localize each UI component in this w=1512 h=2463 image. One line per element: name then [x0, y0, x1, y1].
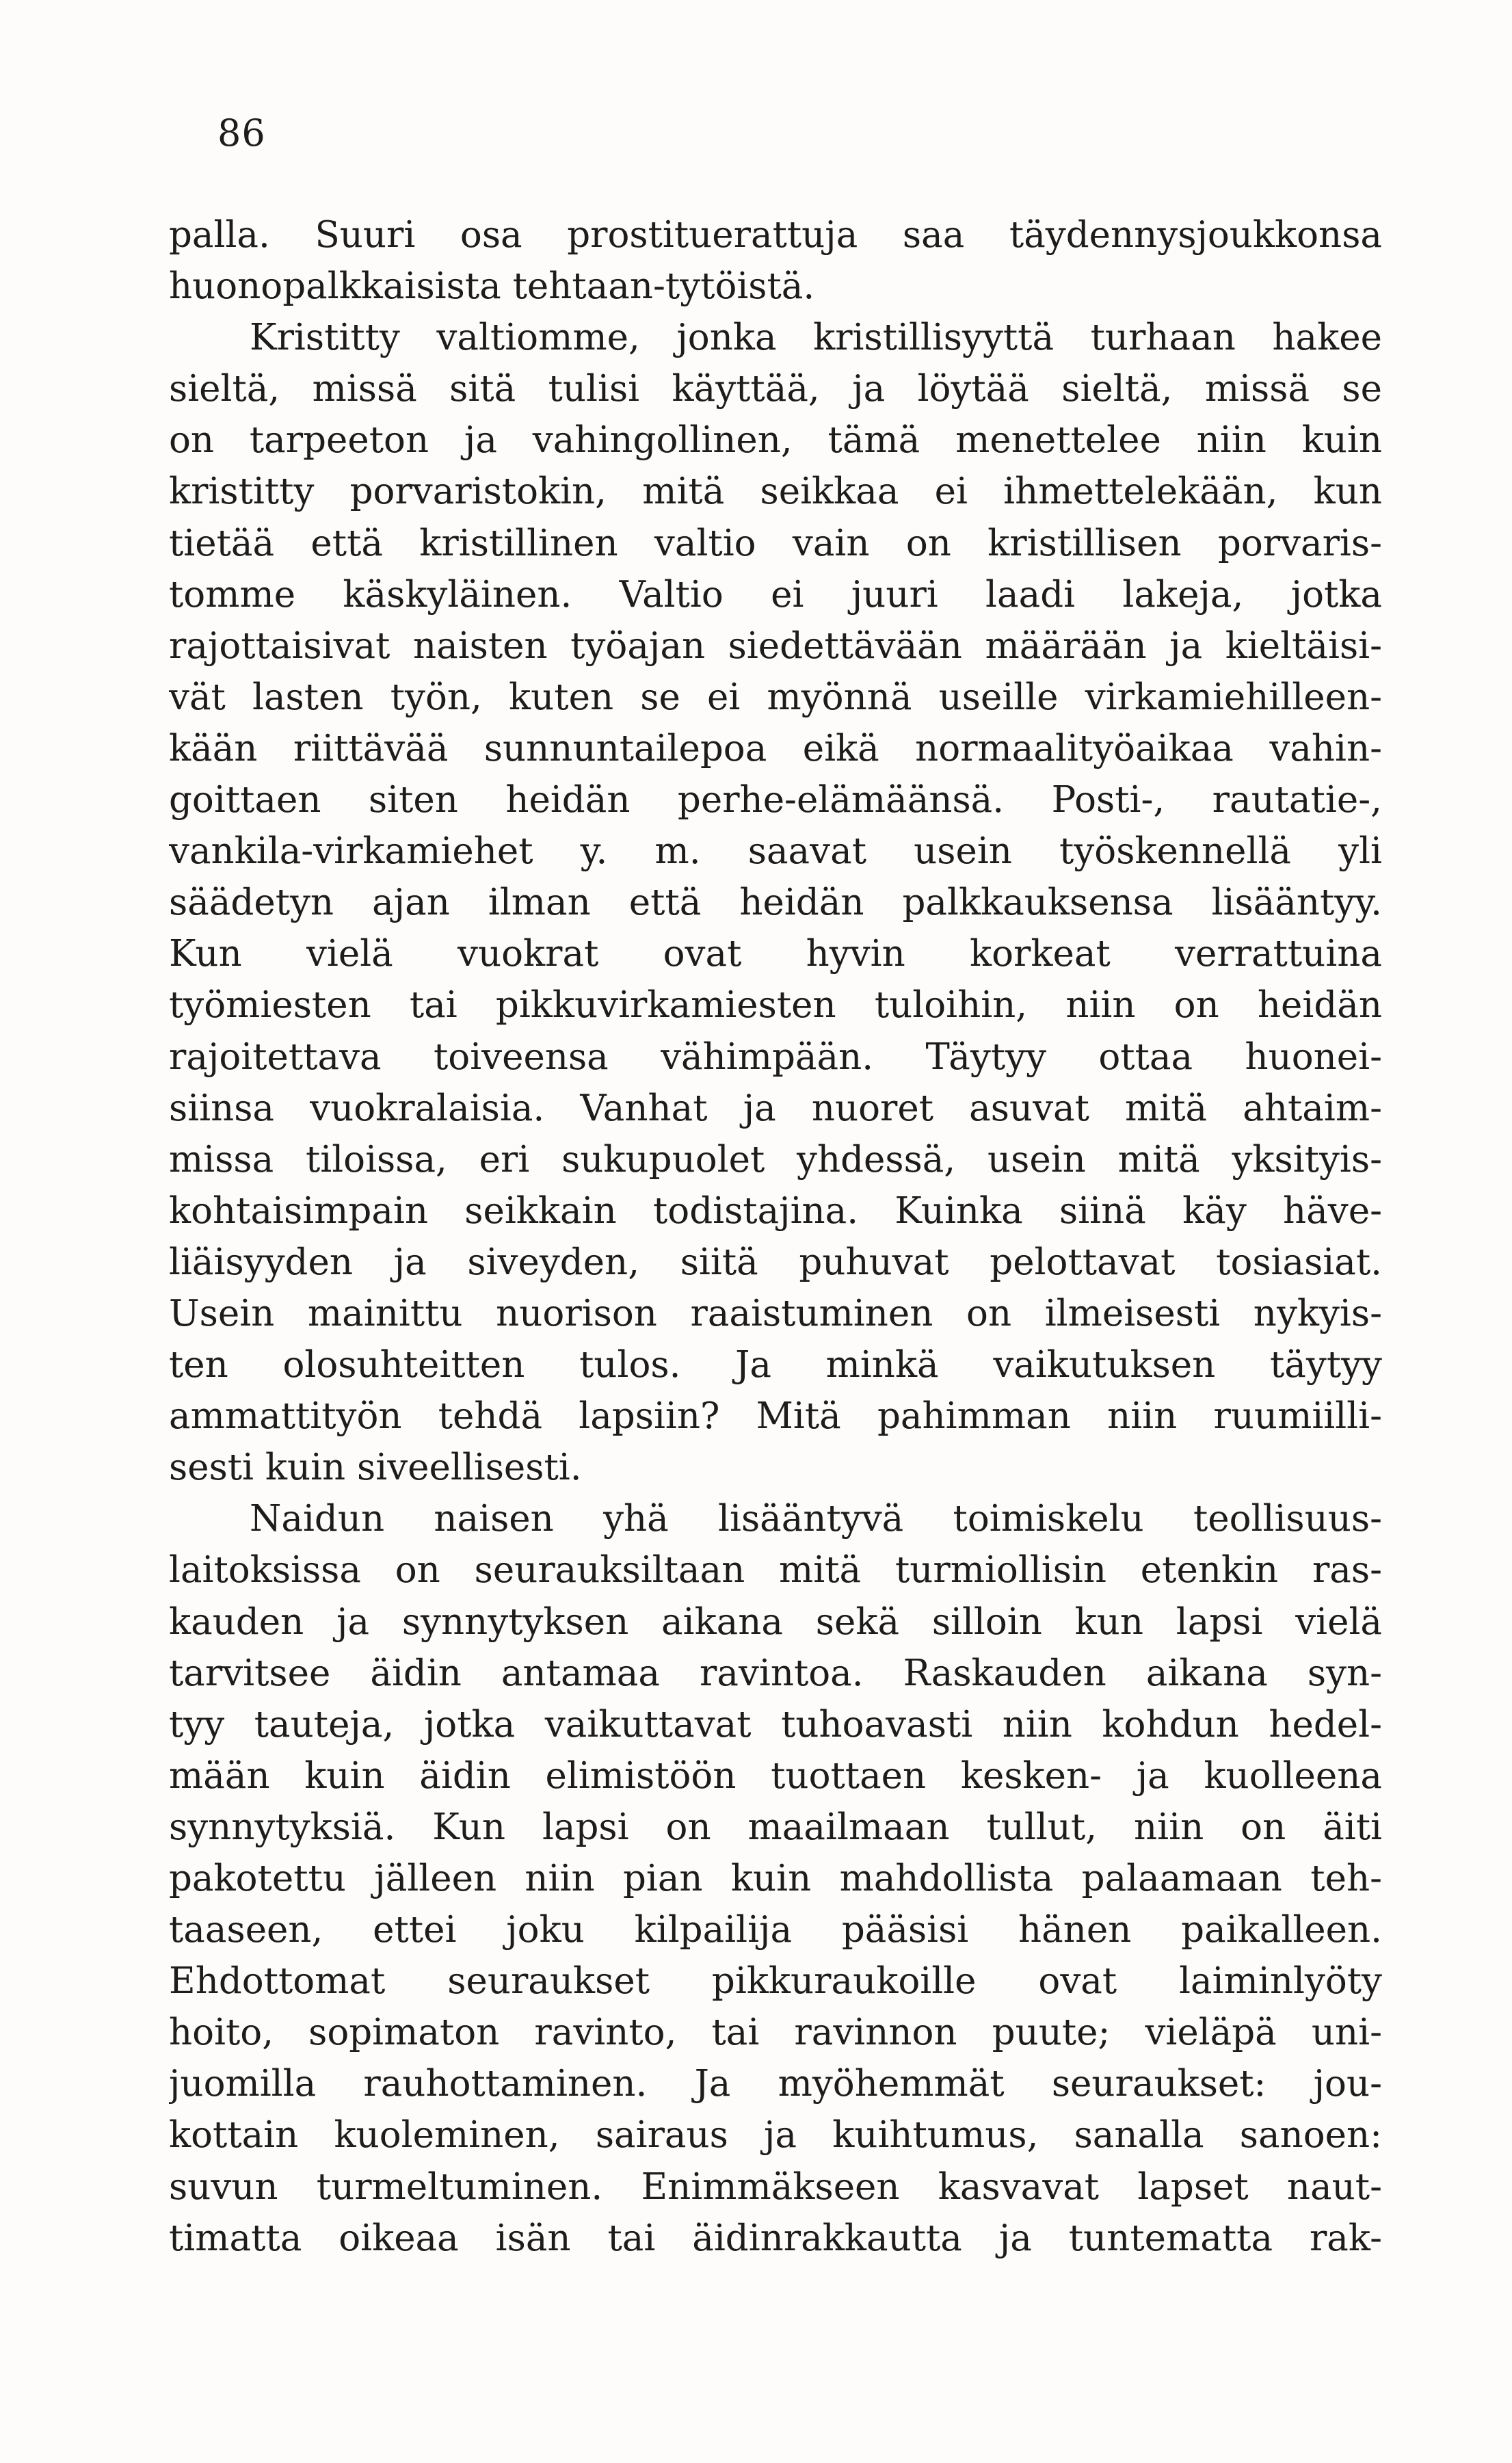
paragraph-start-line: Kristitty valtiomme, jonka kristillisyyttä turhaan hakee — [250, 317, 1382, 359]
text-line: Kun vielä vuokrat ovat hyvin korkeat verrattuina — [169, 933, 1382, 975]
text-line: mään kuin äidin elimistöön tuottaen kesken- ja kuolleena — [169, 1754, 1382, 1797]
text-line: palla. Suuri osa prostituerattuja saa täydennysjoukkonsa — [169, 214, 1382, 256]
text-line: pakotettu jälleen niin pian kuin mahdollista palaamaan teh- — [169, 1858, 1382, 1899]
text-line: kään riittävää sunnuntailepoa eikä normaalityöaikaa vahin- — [169, 727, 1382, 769]
text-line: on tarpeeton ja vahingollinen, tämä menettelee niin kuin — [169, 419, 1382, 462]
text-line: vät lasten työn, kuten se ei myönnä useille virkamiehilleen- — [169, 676, 1382, 718]
text-line: missa tiloissa, eri sukupuolet yhdessä, usein mitä yksityis- — [169, 1138, 1382, 1181]
text-line: sesti kuin siveellisesti. — [169, 1447, 582, 1489]
text-line: kristitty porvaristokin, mitä seikkaa ei ihmettelekään, kun — [169, 471, 1382, 513]
text-line: huonopalkkaisista tehtaan-tytöistä. — [169, 265, 815, 308]
text-line: kauden ja synnytyksen aikana sekä silloin kun lapsi vielä — [169, 1601, 1382, 1643]
text-line: vankila-virkamiehet y. m. saavat usein työskennellä yli — [169, 830, 1382, 873]
text-line: suvun turmeltuminen. Enimmäkseen kasvavat lapset naut- — [169, 2165, 1382, 2208]
text-line: tomme käskyläinen. Valtio ei juuri laadi lakeja, jotka — [169, 573, 1382, 616]
text-line: rajottaisivat naisten työajan siedettävään määrään ja kieltäisi- — [169, 624, 1382, 667]
text-line: tyy tauteja, jotka vaikuttavat tuhoavasti niin kohdun hedel- — [169, 1703, 1382, 1746]
paragraph-start-line: Naidun naisen yhä lisääntyvä toimiskelu teollisuus- — [250, 1498, 1382, 1540]
text-line: hoito, sopimaton ravinto, tai ravinnon puute; vieläpä uni- — [169, 2012, 1382, 2054]
text-line: Ehdottomat seuraukset pikkuraukoille ovat laiminlyöty — [169, 1960, 1382, 2003]
text-line: kottain kuoleminen, sairaus ja kuihtumus, sanalla sanoen: — [169, 2114, 1382, 2157]
text-line: rajoitettava toiveensa vähimpään. Täytyy ottaa huonei- — [169, 1036, 1382, 1078]
text-line: Usein mainittu nuorison raaistuminen on ilmeisesti nykyis- — [169, 1292, 1382, 1334]
text-line: tietää että kristillinen valtio vain on kristillisen porvaris- — [169, 522, 1382, 564]
text-line: juomilla rauhottaminen. Ja myöhemmät seuraukset: jou- — [169, 2063, 1382, 2105]
text-line: kohtaisimpain seikkain todistajina. Kuinka siinä käy häve- — [169, 1189, 1382, 1232]
text-line: laitoksissa on seurauksiltaan mitä turmiollisin etenkin ras- — [169, 1549, 1382, 1592]
text-line: ten olosuhteitten tulos. Ja minkä vaikutuksen täytyy — [169, 1344, 1382, 1386]
text-line: tarvitsee äidin antamaa ravintoa. Raskauden aikana syn- — [169, 1652, 1382, 1694]
text-line: säädetyn ajan ilman että heidän palkkauksensa lisääntyy. — [169, 882, 1382, 924]
text-line: synnytyksiä. Kun lapsi on maailmaan tullut, niin on äiti — [169, 1806, 1382, 1848]
text-line: työmiesten tai pikkuvirkamiesten tuloihin, niin on heidän — [169, 984, 1382, 1027]
text-line: timatta oikeaa isän tai äidinrakkautta ja tuntematta rak- — [169, 2217, 1382, 2259]
text-line: liäisyyden ja siveyden, siitä puhuvat pelottavat tosiasiat. — [169, 1241, 1382, 1283]
text-line: ammattityön tehdä lapsiin? Mitä pahimman niin ruumiilli- — [169, 1395, 1382, 1438]
text-line: taaseen, ettei joku kilpailija pääsisi hänen paikalleen. — [169, 1909, 1382, 1951]
body-text — [169, 209, 1382, 2264]
text-line: sieltä, missä sitä tulisi käyttää, ja löytää sieltä, missä se — [169, 368, 1382, 410]
page-number: 86 — [217, 111, 266, 155]
text-line: goittaen siten heidän perhe-elämäänsä. Posti-, rautatie-, — [169, 779, 1382, 821]
text-line: siinsa vuokralaisia. Vanhat ja nuoret asuvat mitä ahtaim- — [169, 1087, 1382, 1129]
